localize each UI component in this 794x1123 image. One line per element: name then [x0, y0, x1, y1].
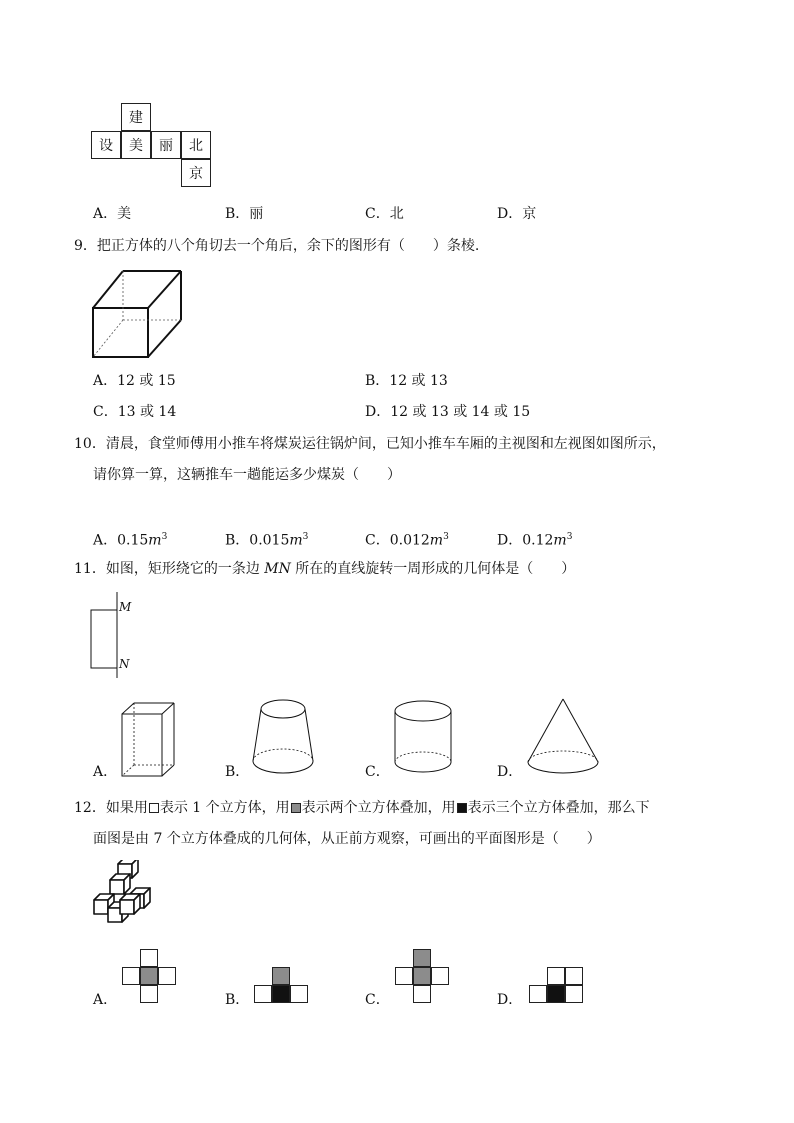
q12-c-square-gray: [413, 967, 431, 985]
q10-option-a: [93, 527, 167, 551]
q12-stacked-cubes-figure: [90, 860, 162, 928]
q12-option-d: D．: [497, 992, 523, 1008]
q12-d-square: [565, 967, 583, 985]
q11-question-post: 所在的直线旋转一周形成的几何体是（ ）: [290, 561, 576, 577]
q12-b-square-gray: [272, 967, 290, 985]
net-cell-li: 丽: [151, 131, 181, 159]
gray-square-icon: [291, 803, 301, 813]
q12-c-square-gray: [413, 949, 431, 967]
q11-question-pre: 11．如图，矩形绕它的一条边: [74, 561, 265, 577]
q9-question: 9．把正方体的八个角切去一个角后，余下的图形有（ ）条棱.: [74, 238, 480, 254]
q12-text-part1: 12．如果用: [74, 800, 148, 816]
q12-question-line1: [74, 798, 650, 818]
net-cell-jing: 京: [181, 159, 211, 187]
q12-a-square-gray: [140, 967, 158, 985]
q10-option-b-unit: m: [289, 532, 303, 549]
q12-d-square: [529, 985, 547, 1003]
q10-option-c-value: C．0.012: [365, 532, 430, 549]
q12-text-part4: 表示三个立方体叠加，那么下: [467, 800, 650, 816]
q11-option-d-cone: [525, 696, 601, 780]
q10-option-d: [497, 527, 572, 551]
q12-a-square: [158, 967, 176, 985]
q12-b-square-black: [272, 985, 290, 1003]
q9-option-a: A．12 或 15: [93, 373, 176, 389]
q10-option-b-exp: 3: [302, 532, 309, 542]
q12-a-square: [140, 985, 158, 1003]
q11-option-b: B．: [225, 764, 250, 780]
q12-c-square: [431, 967, 449, 985]
q12-option-b: B．: [225, 992, 250, 1008]
q8-option-b: B．丽: [225, 206, 264, 222]
q10-option-c-unit: m: [429, 532, 444, 549]
net-cell-bei: 北: [181, 131, 211, 159]
q11-label-m: M: [119, 600, 132, 614]
q10-option-d-unit: m: [553, 532, 567, 549]
q10-option-a-exp: 3: [161, 532, 168, 542]
q11-option-d: D．: [497, 764, 523, 780]
q9-option-d: D．12 或 13 或 14 或 15: [365, 404, 531, 420]
q9-option-b: B．12 或 13: [365, 373, 448, 389]
q8-option-a: A．美: [93, 206, 132, 222]
q11-question-var: MN: [264, 561, 291, 577]
q12-option-c: C．: [365, 992, 390, 1008]
q12-c-square: [413, 985, 431, 1003]
q12-text-part2: 表示 1 个立方体，用: [159, 800, 290, 816]
q8-option-d: D．京: [497, 206, 537, 222]
q12-d-square: [565, 985, 583, 1003]
q9-option-c: C．13 或 14: [93, 404, 177, 420]
q11-option-a-prism: [118, 700, 180, 780]
net-cell-jian: 建: [121, 103, 151, 131]
black-square-icon: [457, 803, 467, 813]
net-cell-she: 设: [91, 131, 121, 159]
q12-question-line2: 面图是由 7 个立方体叠成的几何体，从正前方观察，可画出的平面图形是（ ）: [93, 831, 601, 847]
q12-a-square: [122, 967, 140, 985]
q11-option-c-cylinder: [391, 698, 455, 780]
white-square-icon: [149, 803, 159, 813]
q10-question-line2: 请你算一算，这辆推车一趟能运多少煤炭（ ）: [93, 467, 401, 483]
q12-option-a: A．: [93, 992, 118, 1008]
q10-option-b: [225, 527, 308, 551]
q10-option-d-exp: 3: [566, 532, 573, 542]
net-cell-mei: 美: [121, 131, 151, 159]
q10-option-c-exp: 3: [443, 532, 449, 542]
q11-label-n: N: [119, 657, 130, 671]
q10-option-b-value: B．0.015: [225, 532, 290, 549]
q10-option-c: [365, 527, 449, 551]
q11-option-b-frustum: [250, 697, 316, 779]
q8-option-c: C．北: [365, 206, 404, 222]
q10-option-d-value: D．0.12: [497, 532, 554, 549]
q11-question: [74, 559, 575, 579]
q12-c-square: [395, 967, 413, 985]
q10-option-a-unit: m: [148, 532, 162, 549]
q11-option-c: C．: [365, 764, 390, 780]
q12-d-square: [547, 967, 565, 985]
q11-option-a: A．: [93, 764, 118, 780]
q10-option-a-value: A．0.15: [93, 532, 149, 549]
q10-question-line1: 10．清晨，食堂师傅用小推车将煤炭运往锅炉间，已知小推车车厢的主视图和左视图如图所示，: [74, 436, 666, 452]
q12-text-part3: 表示两个立方体叠加，用: [301, 800, 456, 816]
q12-a-square: [140, 949, 158, 967]
q12-b-square: [254, 985, 272, 1003]
q9-cube-figure: [90, 268, 186, 360]
q12-b-square: [290, 985, 308, 1003]
q12-d-square-black: [547, 985, 565, 1003]
